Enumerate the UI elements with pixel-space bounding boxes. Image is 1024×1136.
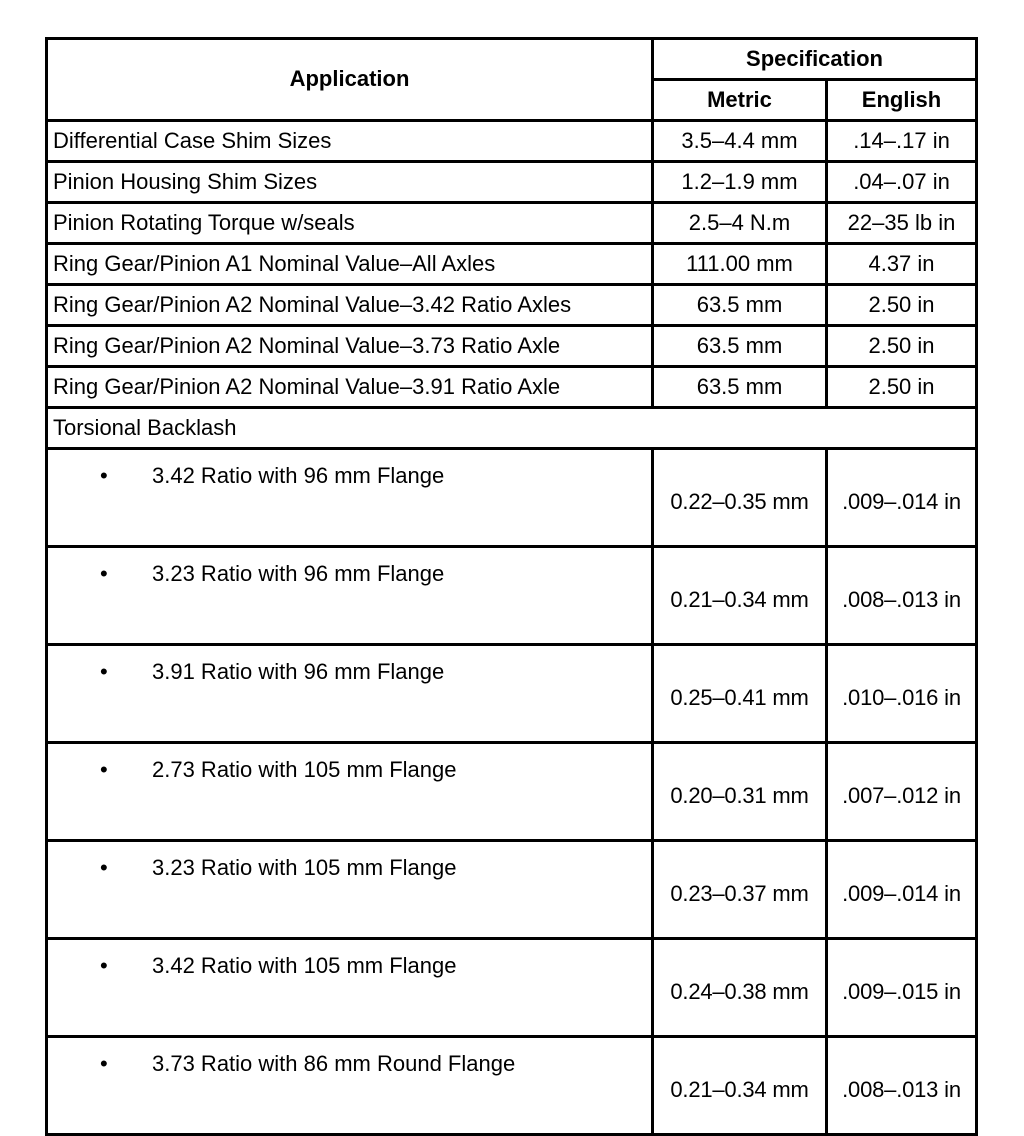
application-cell: Ring Gear/Pinion A2 Nominal Value–3.73 Ratio Axle (47, 326, 653, 367)
english-cell: 4.37 in (827, 244, 977, 285)
table-row (47, 743, 977, 841)
metric-cell: 0.24–0.38 mm (653, 939, 827, 1037)
application-cell: Ring Gear/Pinion A2 Nominal Value–3.91 Ratio Axle (47, 367, 653, 408)
application-cell (47, 841, 653, 939)
english-cell: .008–.013 in (827, 547, 977, 645)
metric-cell: 0.20–0.31 mm (653, 743, 827, 841)
bullet-icon: • (100, 855, 108, 880)
table-row (47, 326, 977, 367)
bullet-icon: • (100, 659, 108, 684)
english-cell: .008–.013 in (827, 1037, 977, 1135)
application-cell (47, 939, 653, 1037)
application-cell: Pinion Rotating Torque w/seals (47, 203, 653, 244)
english-cell: .14–.17 in (827, 121, 977, 162)
metric-cell: 63.5 mm (653, 367, 827, 408)
application-cell: Differential Case Shim Sizes (47, 121, 653, 162)
application-cell (47, 449, 653, 547)
english-cell: .009–.015 in (827, 939, 977, 1037)
item-label: 2.73 Ratio with 105 mm Flange (152, 757, 457, 782)
item-label: 3.23 Ratio with 105 mm Flange (152, 855, 457, 880)
application-cell (47, 1037, 653, 1135)
torsional-backlash-heading: Torsional Backlash (47, 408, 977, 449)
specification-header: Specification (653, 39, 977, 80)
english-cell: 2.50 in (827, 285, 977, 326)
english-cell: .04–.07 in (827, 162, 977, 203)
metric-header: Metric (653, 80, 827, 121)
metric-cell: 2.5–4 N.m (653, 203, 827, 244)
table-row (47, 547, 977, 645)
metric-cell: 0.21–0.34 mm (653, 547, 827, 645)
application-cell (47, 645, 653, 743)
metric-cell: 3.5–4.4 mm (653, 121, 827, 162)
table-row (47, 645, 977, 743)
table-row (47, 939, 977, 1037)
item-label: 3.73 Ratio with 86 mm Round Flange (152, 1051, 516, 1076)
table-row (47, 449, 977, 547)
item-label: 3.91 Ratio with 96 mm Flange (152, 659, 445, 684)
table-row (47, 244, 977, 285)
item-label: 3.42 Ratio with 105 mm Flange (152, 953, 457, 978)
metric-cell: 111.00 mm (653, 244, 827, 285)
table-row (47, 1037, 977, 1135)
table-row (47, 367, 977, 408)
table-row (47, 203, 977, 244)
item-label: 3.42 Ratio with 96 mm Flange (152, 463, 445, 488)
metric-cell: 0.23–0.37 mm (653, 841, 827, 939)
table-row (47, 121, 977, 162)
english-cell: .009–.014 in (827, 449, 977, 547)
header-row (47, 39, 977, 80)
table-row (47, 841, 977, 939)
metric-cell: 0.21–0.34 mm (653, 1037, 827, 1135)
application-header: Application (47, 39, 653, 121)
english-header: English (827, 80, 977, 121)
english-cell: .010–.016 in (827, 645, 977, 743)
bullet-icon: • (100, 953, 108, 978)
bullet-icon: • (100, 757, 108, 782)
metric-cell: 1.2–1.9 mm (653, 162, 827, 203)
application-cell: Pinion Housing Shim Sizes (47, 162, 653, 203)
metric-cell: 0.22–0.35 mm (653, 449, 827, 547)
bullet-icon: • (100, 463, 108, 488)
application-cell: Ring Gear/Pinion A2 Nominal Value–3.42 Ratio Axles (47, 285, 653, 326)
item-label: 3.23 Ratio with 96 mm Flange (152, 561, 445, 586)
table-row (47, 285, 977, 326)
english-cell: .007–.012 in (827, 743, 977, 841)
bullet-icon: • (100, 1051, 108, 1076)
table-row (47, 162, 977, 203)
section-row (47, 408, 977, 449)
english-cell: .009–.014 in (827, 841, 977, 939)
english-cell: 2.50 in (827, 326, 977, 367)
application-cell (47, 743, 653, 841)
application-cell: Ring Gear/Pinion A1 Nominal Value–All Axles (47, 244, 653, 285)
specification-table (45, 37, 978, 1136)
application-cell (47, 547, 653, 645)
metric-cell: 63.5 mm (653, 326, 827, 367)
metric-cell: 63.5 mm (653, 285, 827, 326)
metric-cell: 0.25–0.41 mm (653, 645, 827, 743)
english-cell: 2.50 in (827, 367, 977, 408)
bullet-icon: • (100, 561, 108, 586)
english-cell: 22–35 lb in (827, 203, 977, 244)
